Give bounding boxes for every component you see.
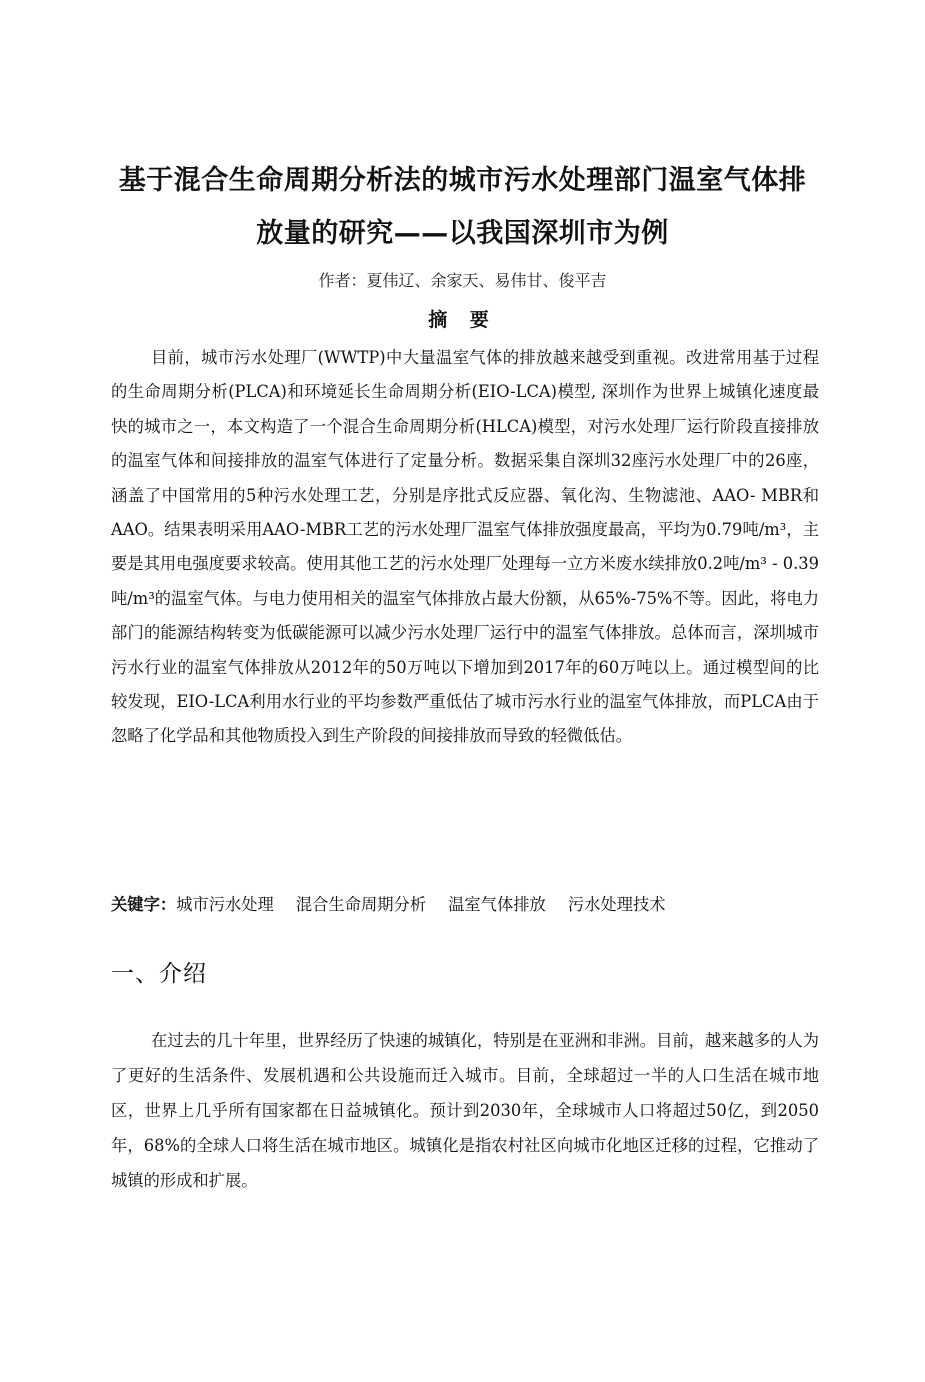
keyword-item: 混合生命周期分析 [295,895,427,914]
keywords-label: 关键字： [111,895,177,914]
abstract-body: 目前，城市污水处理厂(WWTP)中大量温室气体的排放越来越受到重视。改进常用基于过程的生命周期分析(PLCA)和环境延长生命周期分析(EIO-LCA)模型, 深圳作为世界上城镇化速度最快的城市之一，本文构造了一个混合生命周期分析(HLCA)模型，对污水处理厂运行阶段直接排放的温室气体和间接排放的温室气体进行了定量分析。数据采集自深圳32座污水处理厂中的26座，涵盖了中国常用的5种污水处理工艺，分别是序批式反应器、氧化沟、生物滤池、AAO- MBR和AAO。结果表明采用AAO-MBR工艺的污水处理厂温室气体排放强度最高，平均为0.79吨/m³，主要是其用电强度要求较高。使用其他工艺的污水处理厂处理每一立方米废水续排放0.2吨/m³ - 0.39吨/m³的温室气体。与电力使用相关的温室气体排放占最大份额，从65%-75%不等。因此，将电力部门的能源结构转变为低碳能源可以减少污水处理厂运行中的温室气体排放。总体而言，深圳城市污水行业的温室气体排放从2012年的50万吨以下增加到2017年的60万吨以上。通过模型间的比较发现，EIO-LCA利用水行业的平均参数严重低估了城市污水行业的温室气体排放，而PLCA由于忽略了化学品和其他物质投入到生产阶段的间接排放而导致的轻微低估。 [111,348,819,746]
abstract-heading: 摘 要 [428,309,497,331]
keyword-item: 城市污水处理 [176,895,274,914]
section-heading-introduction: 一、介绍 [111,961,207,987]
introduction-body: 在过去的几十年里，世界经历了快速的城镇化，特别是在亚洲和非洲。目前，越来越多的人为了更好的生活条件、发展机遇和公共设施而迁入城市。目前，全球超过一半的人口生活在城市地区，世界上几乎所有国家都在日益城镇化。预计到2030年，全球城市人口将超过50亿，到2050年，68%的全球人口将生活在城市地区。城镇化是指农村社区向城市化地区迁移的过程，它推动了城镇的形成和扩展。 [111,1031,819,1190]
paper-title-line-2: 放量的研究——以我国深圳市为例 [256,218,669,249]
keyword-item: 污水处理技术 [567,895,666,914]
keywords-line [111,890,819,920]
keyword-item: 温室气体排放 [448,895,546,914]
author-list: 作者：夏伟辽、余家天、易伟甘、俊平吉 [318,271,607,290]
paper-title-line-1: 基于混合生命周期分析法的城市污水处理部门温室气体排 [118,165,807,196]
